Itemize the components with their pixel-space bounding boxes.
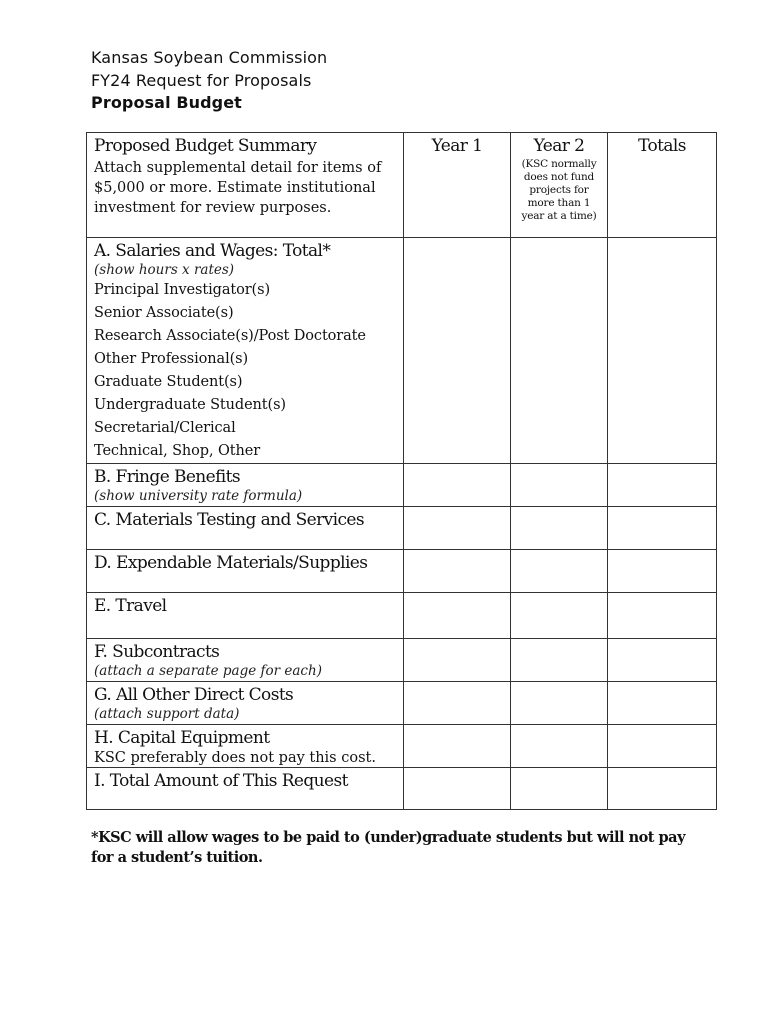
salary-item-grad: Graduate Student(s): [94, 374, 243, 390]
totals-header: [608, 133, 717, 238]
document-header: [91, 47, 327, 115]
salaries-note: (show hours x rates): [94, 262, 235, 278]
total-request-label-cell: [87, 768, 404, 810]
salary-item-clerical: Secretarial/Clerical: [94, 420, 236, 436]
salaries-title: A. Salaries and Wages: Total*: [94, 241, 331, 261]
table-row: [87, 768, 717, 810]
salaries-label-cell: [87, 238, 404, 464]
total-request-totals-cell[interactable]: [608, 768, 717, 810]
expendable-year2-cell[interactable]: [511, 550, 608, 593]
expendable-year1-cell[interactable]: [404, 550, 511, 593]
table-row: [87, 238, 717, 464]
salaries-totals-cell[interactable]: [608, 238, 717, 464]
table-row: [87, 464, 717, 507]
table-row: [87, 550, 717, 593]
organization-name: Kansas Soybean Commission: [91, 48, 328, 67]
expendable-label-cell: [87, 550, 404, 593]
travel-year1-cell[interactable]: [404, 593, 511, 639]
fringe-year2-cell[interactable]: [511, 464, 608, 507]
materials-testing-label-cell: [87, 507, 404, 550]
table-row: [87, 639, 717, 682]
materials-testing-year2-cell[interactable]: [511, 507, 608, 550]
fringe-note: (show university rate formula): [94, 488, 303, 504]
materials-testing-totals-cell[interactable]: [608, 507, 717, 550]
subcontracts-label-cell: [87, 639, 404, 682]
other-direct-label-cell: [87, 682, 404, 725]
other-direct-title: G. All Other Direct Costs: [94, 685, 294, 705]
summary-description: Attach supplemental detail for items of $5,000 or more. Estimate institutional investment for review purposes.: [94, 160, 382, 216]
other-direct-year1-cell[interactable]: [404, 682, 511, 725]
expendable-title: D. Expendable Materials/Supplies: [94, 553, 368, 573]
subcontracts-year2-cell[interactable]: [511, 639, 608, 682]
subcontracts-note: (attach a separate page for each): [94, 663, 322, 679]
capital-equipment-title: H. Capital Equipment: [94, 728, 270, 748]
other-direct-year2-cell[interactable]: [511, 682, 608, 725]
fringe-totals-cell[interactable]: [608, 464, 717, 507]
document-title: Proposal Budget: [91, 93, 242, 112]
year2-note: (KSC normally does not fund projects for more than 1 year at a time): [521, 158, 597, 222]
subcontracts-year1-cell[interactable]: [404, 639, 511, 682]
year1-header: [404, 133, 511, 238]
table-row: [87, 682, 717, 725]
fringe-year1-cell[interactable]: [404, 464, 511, 507]
summary-title: Proposed Budget Summary: [94, 136, 317, 156]
budget-table: [86, 132, 717, 810]
salaries-year1-cell[interactable]: [404, 238, 511, 464]
subcontracts-title: F. Subcontracts: [94, 642, 220, 662]
year2-label: Year 2: [533, 136, 585, 156]
capital-equipment-note: KSC preferably does not pay this cost.: [94, 750, 376, 766]
salary-item-other-prof: Other Professional(s): [94, 351, 249, 367]
summary-header-cell: [87, 133, 404, 238]
table-row: [87, 725, 717, 768]
capital-equipment-year2-cell[interactable]: [511, 725, 608, 768]
total-request-title: I. Total Amount of This Request: [94, 771, 348, 791]
capital-equipment-totals-cell[interactable]: [608, 725, 717, 768]
year1-label: Year 1: [431, 136, 483, 156]
totals-label: Totals: [638, 136, 686, 156]
other-direct-totals-cell[interactable]: [608, 682, 717, 725]
travel-title: E. Travel: [94, 596, 167, 616]
materials-testing-year1-cell[interactable]: [404, 507, 511, 550]
footnote: *KSC will allow wages to be paid to (under)graduate students but will not pay for a student’s tuition.: [91, 829, 685, 866]
salary-item-pi: Principal Investigator(s): [94, 282, 271, 298]
salary-item-undergrad: Undergraduate Student(s): [94, 397, 286, 413]
capital-equipment-year1-cell[interactable]: [404, 725, 511, 768]
salary-item-senior: Senior Associate(s): [94, 305, 234, 321]
travel-totals-cell[interactable]: [608, 593, 717, 639]
other-direct-note: (attach support data): [94, 706, 240, 722]
table-row: [87, 593, 717, 639]
salary-item-technical: Technical, Shop, Other: [94, 443, 261, 459]
travel-year2-cell[interactable]: [511, 593, 608, 639]
subcontracts-totals-cell[interactable]: [608, 639, 717, 682]
rfp-title: FY24 Request for Proposals: [91, 70, 312, 90]
table-header-row: [87, 133, 717, 238]
fringe-label-cell: [87, 464, 404, 507]
total-request-year1-cell[interactable]: [404, 768, 511, 810]
fringe-title: B. Fringe Benefits: [94, 467, 241, 487]
table-row: [87, 507, 717, 550]
salary-item-research: Research Associate(s)/Post Doctorate: [94, 328, 366, 344]
total-request-year2-cell[interactable]: [511, 768, 608, 810]
expendable-totals-cell[interactable]: [608, 550, 717, 593]
salaries-year2-cell[interactable]: [511, 238, 608, 464]
materials-testing-title: C. Materials Testing and Services: [94, 510, 364, 530]
capital-equipment-label-cell: [87, 725, 404, 768]
travel-label-cell: [87, 593, 404, 639]
year2-header: [511, 133, 608, 238]
